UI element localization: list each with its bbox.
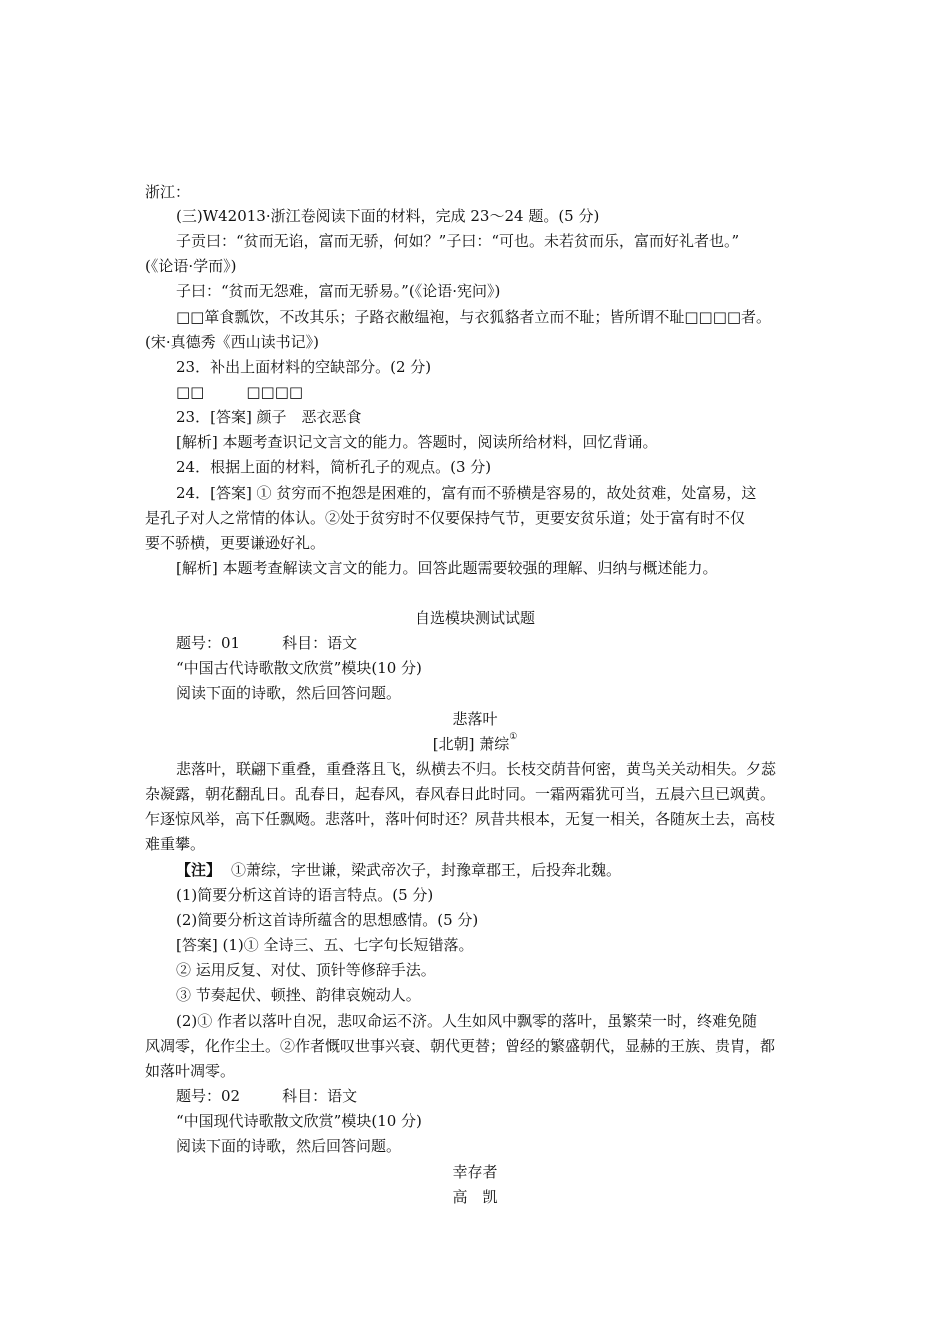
note-text: ①萧综，字世谦，梁武帝次子，封豫章郡王，后投奔北魏。 [231, 861, 622, 879]
answer-line: 风凋零，化作尘土。②作者慨叹世事兴衰、朝代更替；曾经的繁盛朝代，显赫的王族、贵胄，都 [145, 1037, 776, 1055]
material-line: □□箪食瓢饮，不改其乐；子路衣敝缊袍，与衣狐貉者立而不耻；皆所谓不耻□□□□者。 [176, 308, 772, 326]
question-2: (2)简要分析这首诗所蕴含的思想感情。(5 分) [176, 911, 479, 929]
blank-1: □□ [176, 383, 205, 401]
poem-line: 杂凝露，朝花翻乱日。乱春日，起春风，春风春日此时同。一霜两霜犹可当，五晨六旦已飒黄。 [145, 785, 776, 803]
analysis-23: [解析] 本题考查识记文言文的能力。答题时，阅读所给材料，回忆背诵。 [176, 433, 658, 451]
answer-24: 24．[答案] ① 贫穷而不抱怨是困难的，富有而不骄横是容易的，故处贫难，处富易，这 [176, 484, 757, 502]
poem-line: 悲落叶，联翩下重叠，重叠落且飞，纵横去不归。长枝交荫昔何密，黄鸟关关动相失。夕蕊 [176, 760, 777, 778]
region-label: 浙江： [145, 183, 191, 201]
material-source: (宋·真德秀《西山读书记》) [145, 333, 319, 351]
question-23: 23．补出上面材料的空缺部分。(2 分) [176, 358, 432, 376]
footnote-mark: ① [509, 732, 518, 742]
poem-author: [北朝] 萧综① [432, 732, 518, 753]
question-24: 24．根据上面的材料，简析孔子的观点。(3 分) [176, 458, 492, 476]
module-title: 自选模块测试试题 [414, 609, 535, 627]
question-number: 题号：01 [176, 634, 241, 652]
note-label: 【注】 [176, 861, 222, 879]
blank-2: □□□□ [246, 383, 304, 401]
material-line: 子贡曰：“贫而无谄，富而无骄，何如？”子曰：“可也。未若贫而乐，富而好礼者也。” [176, 232, 740, 250]
question-number: 题号：02 [176, 1087, 241, 1105]
answer-23: 23．[答案] 颜子 恶衣恶食 [176, 408, 362, 426]
answer-line: (2)① 作者以落叶自况，悲叹命运不济。人生如风中飘零的落叶，虽繁荣一时，终难免随 [176, 1012, 758, 1030]
poem-author: 高 凯 [452, 1188, 498, 1206]
section-heading: (三)W42013·浙江卷阅读下面的材料，完成 23～24 题。(5 分) [176, 207, 600, 225]
subject: 科目：语文 [282, 1087, 358, 1105]
answer-24-cont: 是孔子对人之常情的体认。②处于贫穷时不仅要保持气节，更要安贫乐道；处于富有时不仅 [145, 509, 746, 527]
answer-24-cont: 要不骄横，更要谦逊好礼。 [145, 534, 326, 552]
poem-line: 乍逐惊风举，高下任飘飏。悲落叶，落叶何时还？夙昔共根本，无复一相关，各随灰土去，高枝 [145, 810, 776, 828]
instruction: 阅读下面的诗歌，然后回答问题。 [176, 1137, 402, 1155]
poem-title: 幸存者 [452, 1163, 498, 1181]
answer-blanks [176, 381, 826, 403]
footnote [176, 859, 826, 881]
material-source: (《论语·学而》) [145, 257, 237, 275]
subject: 科目：语文 [282, 634, 358, 652]
answer-line: ③ 节奏起伏、顿挫、韵律哀婉动人。 [176, 986, 421, 1004]
instruction: 阅读下面的诗歌，然后回答问题。 [176, 684, 402, 702]
poem-title: 悲落叶 [452, 710, 498, 728]
question-1: (1)简要分析这首诗的语言特点。(5 分) [176, 886, 434, 904]
poem-line: 难重攀。 [145, 835, 206, 853]
module-name: “中国现代诗歌散文欣赏”模块(10 分) [176, 1112, 422, 1130]
question-meta [176, 632, 826, 654]
material-line: 子曰：“贫而无怨难，富而无骄易。”(《论语·宪问》) [176, 282, 501, 300]
analysis-24: [解析] 本题考查解读文言文的能力。回答此题需要较强的理解、归纳与概述能力。 [176, 559, 718, 577]
module-name: “中国古代诗歌散文欣赏”模块(10 分) [176, 659, 422, 677]
question-meta [176, 1085, 826, 1107]
answer-line: [答案] (1)① 全诗三、五、七字句长短错落。 [176, 936, 474, 954]
answer-line: ② 运用反复、对仗、顶针等修辞手法。 [176, 961, 436, 979]
answer-line: 如落叶凋零。 [145, 1062, 236, 1080]
